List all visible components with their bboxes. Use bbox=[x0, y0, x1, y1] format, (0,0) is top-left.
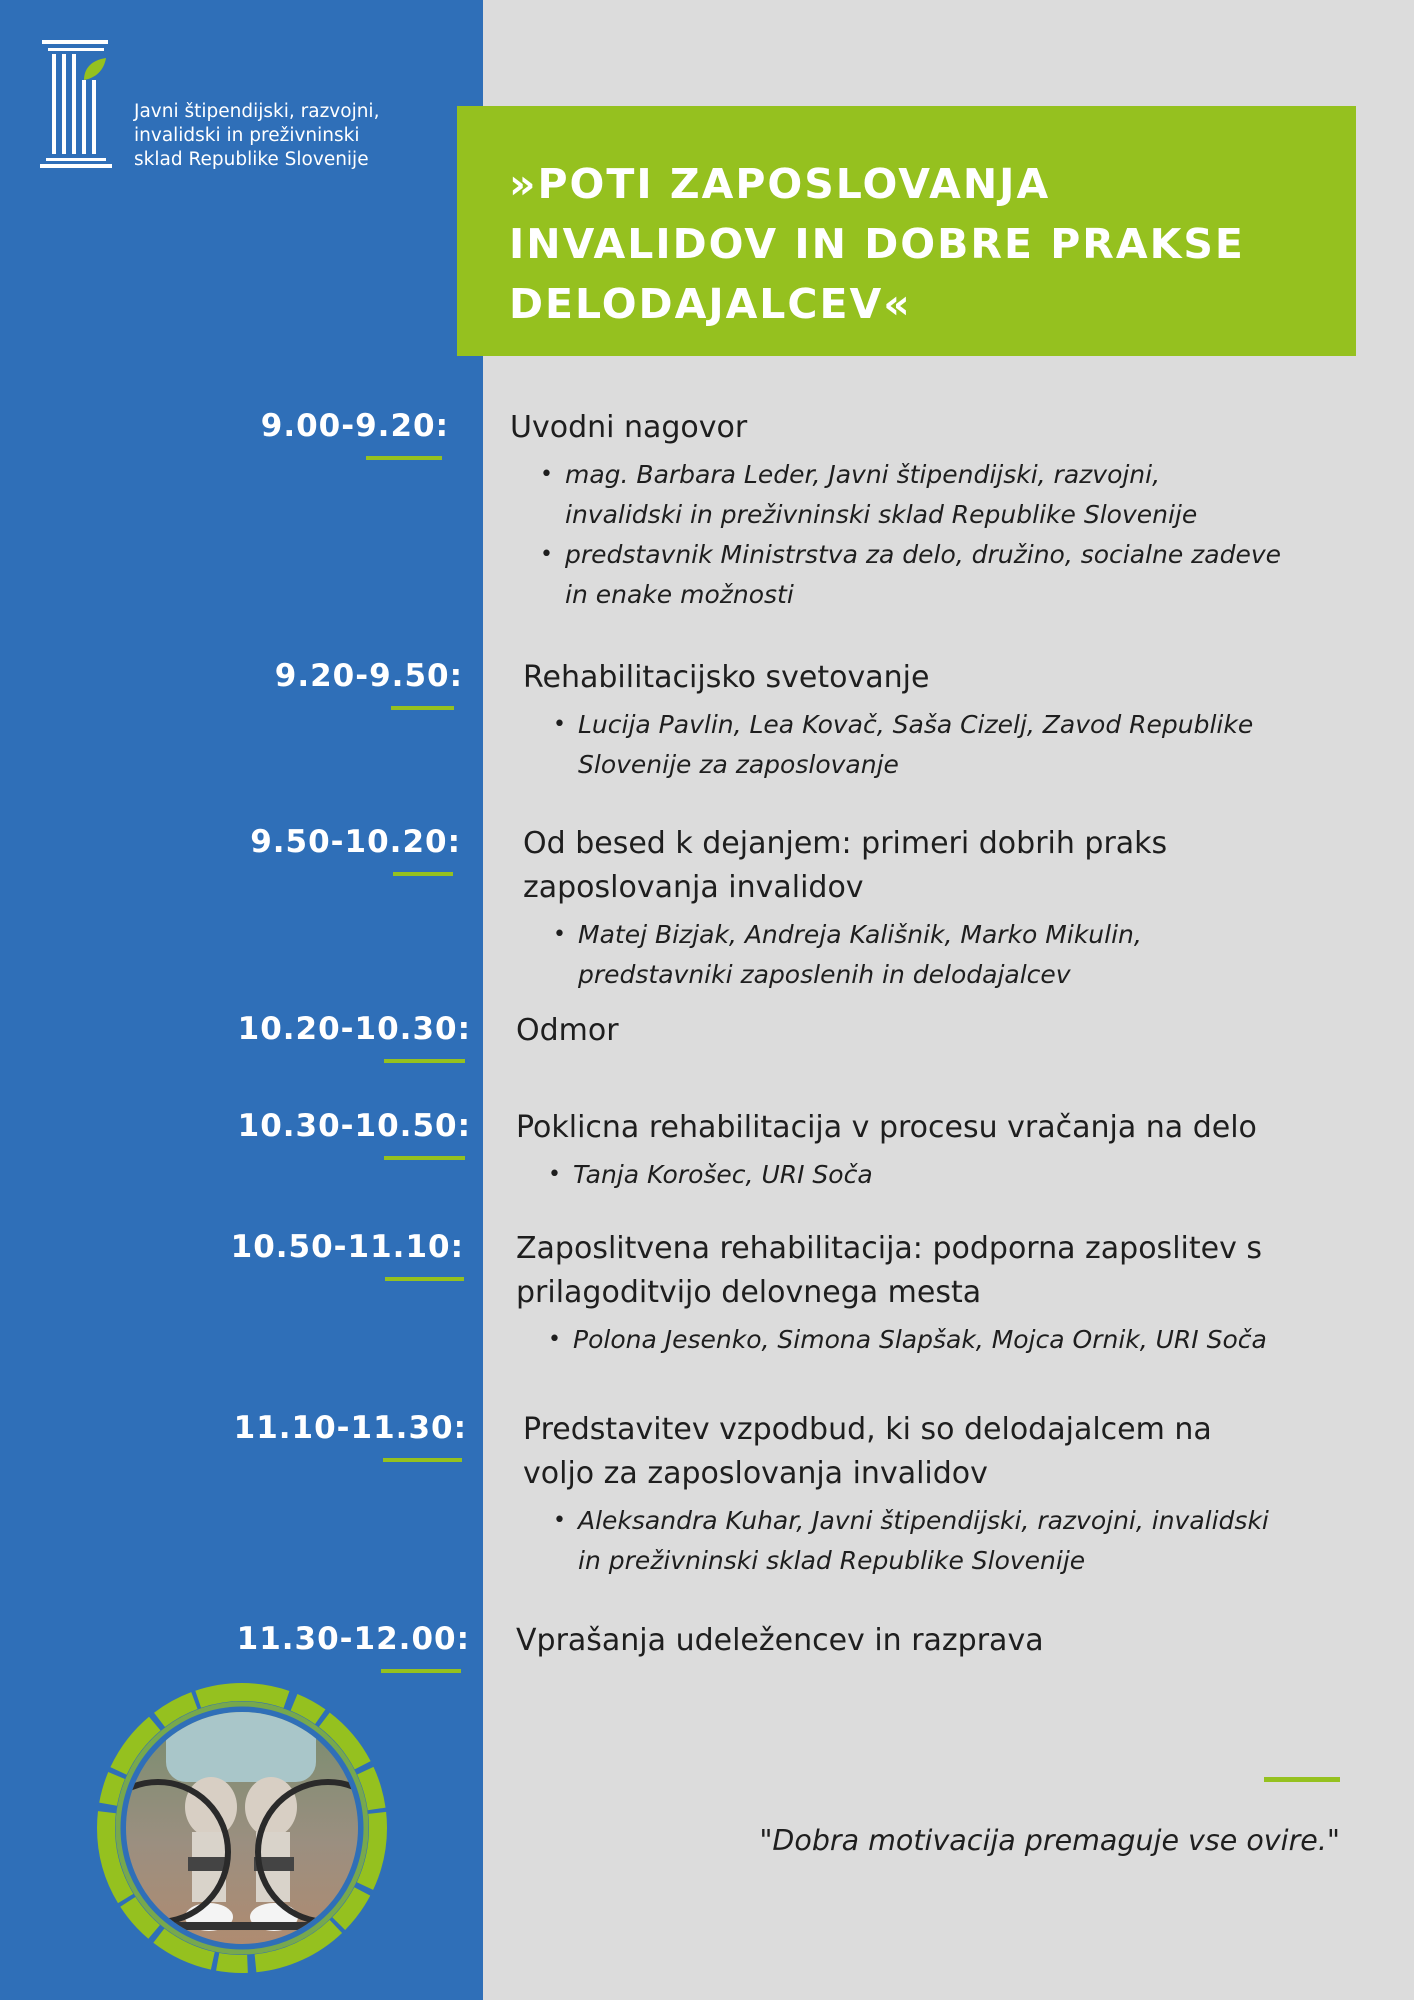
session-title-line: Poklicna rehabilitacija v procesu vračanja na delo bbox=[516, 1110, 1257, 1145]
session-title bbox=[516, 1009, 619, 1053]
wheelchair-photo bbox=[96, 1682, 388, 1974]
title-line: »POTI ZAPOSLOVANJA bbox=[509, 160, 1051, 208]
time-range: 11.30-12.00: bbox=[236, 1621, 470, 1657]
speaker-line: • predstavnik Ministrstva za delo, družino, socialne zadeve bbox=[565, 540, 1282, 569]
time-underline bbox=[383, 1458, 462, 1462]
org-name-line: sklad Republike Slovenije bbox=[134, 149, 369, 170]
speaker-list bbox=[532, 455, 1281, 615]
session-title bbox=[523, 1408, 1212, 1496]
session-title-line: Rehabilitacijsko svetovanje bbox=[523, 660, 930, 695]
speaker-item bbox=[540, 1320, 1267, 1360]
time-underline bbox=[391, 706, 454, 710]
session-title-line: zaposlovanja invalidov bbox=[523, 870, 864, 905]
event-title bbox=[509, 154, 1329, 334]
quote-accent-line bbox=[1264, 1777, 1340, 1782]
time-underline bbox=[393, 872, 453, 876]
speaker-item bbox=[545, 1501, 1269, 1581]
time-range: 10.20-10.30: bbox=[237, 1011, 471, 1047]
speaker-line: • mag. Barbara Leder, Javni štipendijski, razvojni, bbox=[565, 460, 1161, 489]
time-range: 9.20-9.50: bbox=[274, 658, 463, 694]
event-title-banner bbox=[457, 106, 1356, 356]
session-title-line: Vprašanja udeležencev in razprava bbox=[516, 1623, 1044, 1658]
session-title-line: Predstavitev vzpodbud, ki so delodajalcem na bbox=[523, 1412, 1212, 1447]
time-range: 10.50-11.10: bbox=[230, 1229, 464, 1265]
time-underline bbox=[384, 1059, 465, 1063]
speaker-item bbox=[532, 455, 1281, 535]
speaker-item bbox=[540, 1155, 873, 1195]
session-title bbox=[510, 406, 747, 450]
session-title bbox=[516, 1619, 1044, 1663]
time-underline bbox=[384, 1156, 465, 1160]
time-underline bbox=[381, 1669, 461, 1673]
time-range: 10.30-10.50: bbox=[237, 1108, 471, 1144]
speaker-line: • Matej Bizjak, Andreja Kališnik, Marko Mikulin, bbox=[578, 920, 1142, 949]
speaker-line: in enake možnosti bbox=[565, 580, 794, 609]
title-line: INVALIDOV IN DOBRE PRAKSE bbox=[509, 220, 1245, 268]
speaker-line: • Tanja Korošec, URI Soča bbox=[573, 1160, 873, 1189]
session-title bbox=[523, 656, 929, 700]
time-range: 9.50-10.20: bbox=[250, 824, 461, 860]
session-title bbox=[516, 1106, 1257, 1150]
time-underline bbox=[366, 456, 442, 460]
speaker-line: • Lucija Pavlin, Lea Kovač, Saša Cizelj, Zavod Republike bbox=[578, 710, 1254, 739]
session-title-line: voljo za zaposlovanja invalidov bbox=[523, 1456, 988, 1491]
time-range: 9.00-9.20: bbox=[260, 408, 449, 444]
speaker-list bbox=[545, 1501, 1269, 1581]
org-logo bbox=[40, 40, 440, 180]
session-title-line: Odmor bbox=[516, 1013, 619, 1048]
speaker-line: • Aleksandra Kuhar, Javni štipendijski, razvojni, invalidski bbox=[578, 1506, 1269, 1535]
org-name-line: Javni štipendijski, razvojni, bbox=[134, 101, 380, 122]
speaker-item bbox=[545, 705, 1253, 785]
motto-quote: "Dobra motivacija premaguje vse ovire." bbox=[759, 1824, 1340, 1857]
session-title bbox=[516, 1227, 1262, 1315]
speaker-list bbox=[545, 915, 1142, 995]
session-title-line: prilagoditvijo delovnega mesta bbox=[516, 1275, 982, 1310]
speaker-list bbox=[540, 1155, 873, 1195]
time-underline bbox=[385, 1277, 464, 1281]
title-line: DELODAJALCEV« bbox=[509, 280, 912, 328]
speaker-line: Slovenije za zaposlovanje bbox=[578, 750, 899, 779]
speaker-item bbox=[532, 535, 1281, 615]
time-range: 11.10-11.30: bbox=[233, 1410, 467, 1446]
session-title-line: Od besed k dejanjem: primeri dobrih praks bbox=[523, 826, 1168, 861]
speaker-line: in preživninski sklad Republike Slovenije bbox=[578, 1546, 1086, 1575]
column-leaf-icon bbox=[40, 40, 112, 180]
speaker-line: • Polona Jesenko, Simona Slapšak, Mojca Ornik, URI Soča bbox=[573, 1325, 1267, 1354]
speaker-line: invalidski in preživninski sklad Republike Slovenije bbox=[565, 500, 1198, 529]
speaker-list bbox=[545, 705, 1253, 785]
speaker-item bbox=[545, 915, 1142, 995]
session-title bbox=[523, 822, 1167, 910]
org-name-line: invalidski in preživninski bbox=[134, 125, 360, 146]
speaker-line: predstavniki zaposlenih in delodajalcev bbox=[578, 960, 1071, 989]
speaker-list bbox=[540, 1320, 1267, 1360]
session-title-line: Zaposlitvena rehabilitacija: podporna zaposlitev s bbox=[516, 1231, 1263, 1266]
session-title-line: Uvodni nagovor bbox=[510, 410, 748, 445]
